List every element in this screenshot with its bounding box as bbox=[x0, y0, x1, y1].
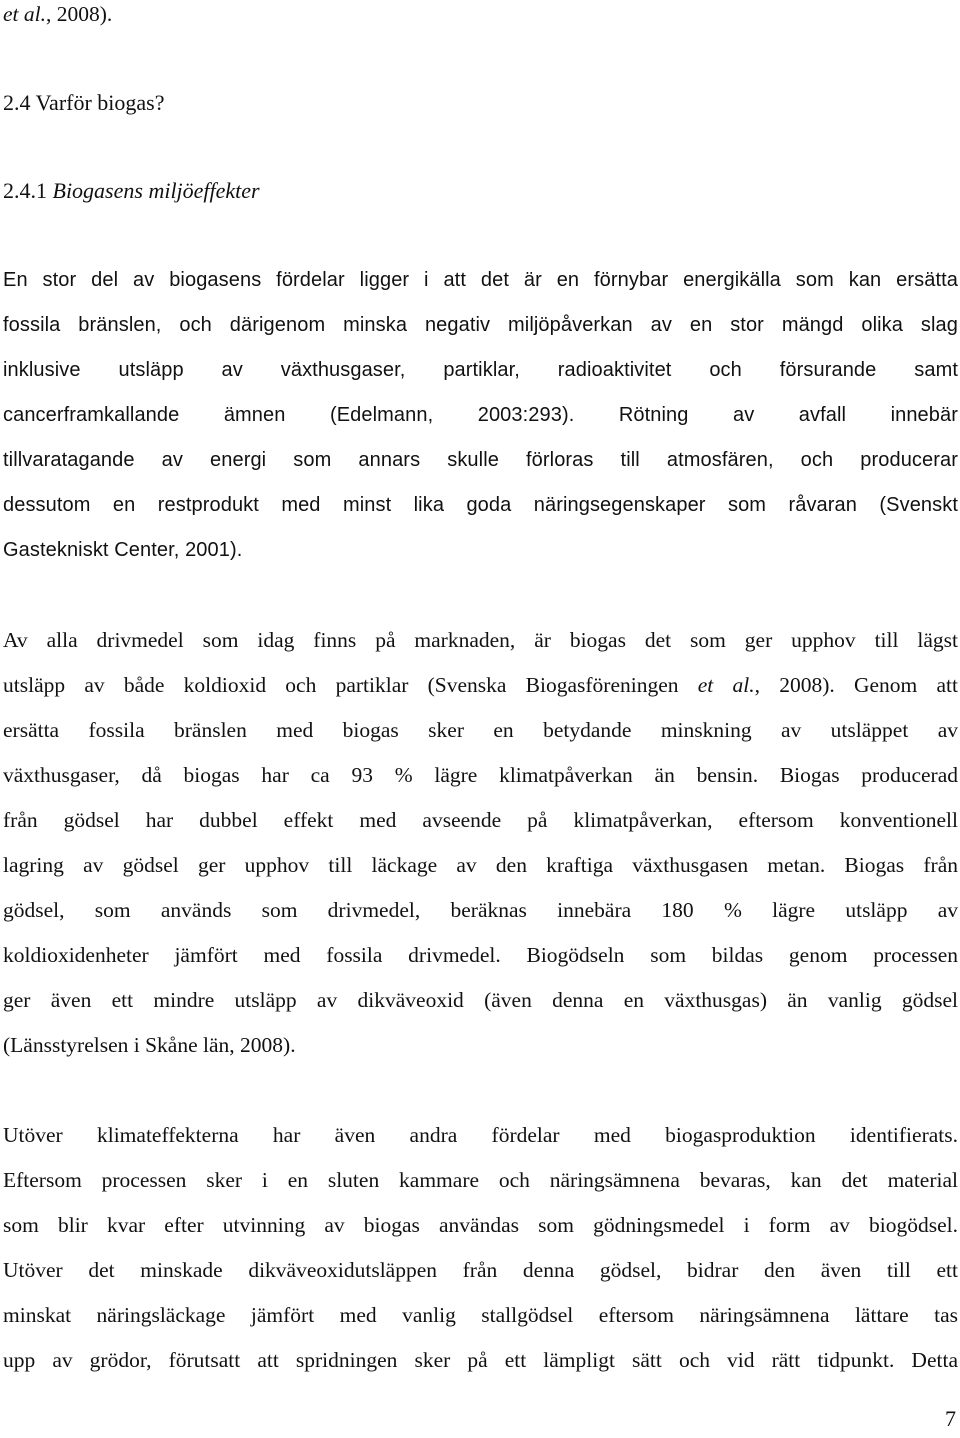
paragraph-3-line: Utöver det minskade dikväveoxidutsläppen från denna gödsel, bidrar den även till ett bbox=[3, 1258, 958, 1282]
page-number: 7 bbox=[945, 1406, 956, 1431]
subsection-heading bbox=[3, 180, 958, 202]
paragraph-3-line: som blir kvar efter utvinning av biogas användas som gödningsmedel i form av biogödsel. bbox=[3, 1213, 958, 1237]
paragraph-1-line: fossila bränslen, och därigenom minska negativ miljöpåverkan av en stor mängd olika slag bbox=[3, 314, 958, 336]
paragraph-2-line: gödsel, som används som drivmedel, beräknas innebära 180 % lägre utsläpp av bbox=[3, 898, 958, 922]
paragraph-3-line: upp av grödor, förutsatt att spridningen sker på ett lämpligt sätt och vid rätt tidpunkt. Detta bbox=[3, 1348, 958, 1372]
paragraph-2-line: växthusgaser, då biogas har ca 93 % lägre klimatpåverkan än bensin. Biogas producerad bbox=[3, 763, 958, 787]
paragraph-2-line bbox=[3, 675, 958, 697]
citation-rest: , 2008). bbox=[46, 2, 113, 26]
subsection-number: 2.4.1 bbox=[3, 178, 47, 203]
paragraph-1-line: tillvaratagande av energi som annars skulle förloras till atmosfären, och producerar bbox=[3, 449, 958, 471]
paragraph-1-line: En stor del av biogasens fördelar ligger i att det är en förnybar energikälla som kan ersätta bbox=[3, 269, 958, 291]
paragraph-1-line: inklusive utsläpp av växthusgaser, partiklar, radioaktivitet och försurande samt bbox=[3, 359, 958, 381]
paragraph-2-line-text: , 2008). Genom att bbox=[754, 673, 958, 697]
section-heading: 2.4 Varför biogas? bbox=[3, 90, 165, 115]
paragraph-1-line: dessutom en restprodukt med minst lika goda näringsegenskaper som råvaran (Svenskt bbox=[3, 494, 958, 516]
paragraph-2-line: ersätta fossila bränslen med biogas sker en betydande minskning av utsläppet av bbox=[3, 718, 958, 742]
paragraph-2-line: Av alla drivmedel som idag finns på marknaden, är biogas det som ger upphov till lägst bbox=[3, 628, 958, 652]
paragraph-2-line: ger även ett mindre utsläpp av dikväveoxid (även denna en växthusgas) än vanlig gödsel bbox=[3, 988, 958, 1012]
paragraph-2-line-text: utsläpp av både koldioxid och partiklar (Svenska Biogasföreningen bbox=[3, 673, 698, 697]
paragraph-2-line: från gödsel har dubbel effekt med avseende på klimatpåverkan, eftersom konventionell bbox=[3, 808, 958, 832]
paragraph-2-line: lagring av gödsel ger upphov till läckage av den kraftiga växthusgasen metan. Biogas från bbox=[3, 853, 958, 877]
subsection-title: Biogasens miljöeffekter bbox=[52, 178, 260, 203]
paragraph-3-line: Eftersom processen sker i en sluten kammare och näringsämnena bevaras, kan det material bbox=[3, 1168, 958, 1192]
paragraph-2-line: (Länsstyrelsen i Skåne län, 2008). bbox=[3, 1033, 296, 1057]
paragraph-1-line: cancerframkallande ämnen (Edelmann, 2003:293). Rötning av avfall innebär bbox=[3, 404, 958, 426]
paragraph-3-line: minskat näringsläckage jämfört med vanlig stallgödsel eftersom näringsämnena lättare tas bbox=[3, 1303, 958, 1327]
citation-italic: et al. bbox=[3, 2, 46, 26]
previous-page-citation bbox=[3, 4, 958, 26]
paragraph-2-line: koldioxidenheter jämfört med fossila drivmedel. Biogödseln som bildas genom processen bbox=[3, 943, 958, 967]
paragraph-3-line: Utöver klimateffekterna har även andra fördelar med biogasproduktion identifierats. bbox=[3, 1123, 958, 1147]
citation-italic: et al. bbox=[697, 673, 755, 697]
paragraph-1-line: Gastekniskt Center, 2001). bbox=[3, 539, 243, 561]
